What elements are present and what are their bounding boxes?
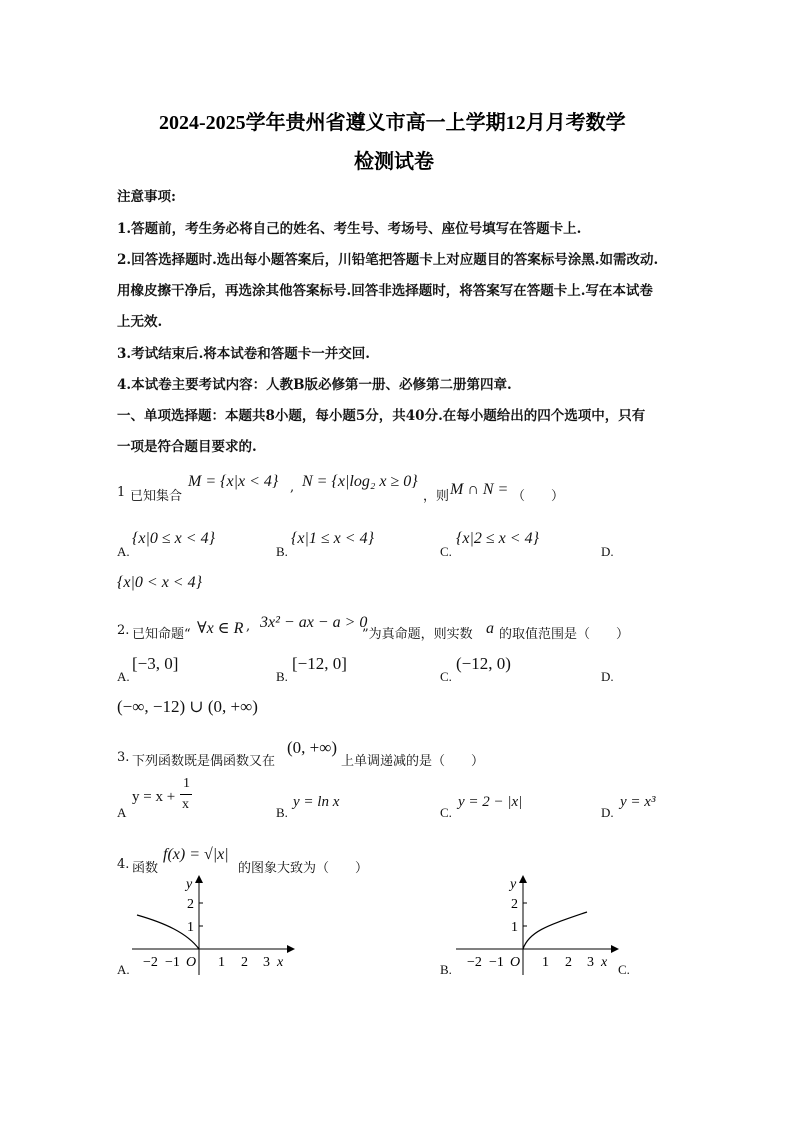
origin-label: O [186,955,197,970]
tick-1: 1 [218,955,225,970]
q1-number: 1 [117,485,126,500]
x-axis-label: x [601,955,608,970]
notice-item-4: 4.本试卷主要考试内容：人教B版必修第一册、必修第二册第四章. [117,377,512,393]
q1-option-b-math: {x|1 ≤ x < 4} [291,530,374,547]
y-axis-label: y [186,877,193,892]
x-axis-arrow [611,945,619,953]
title-line-1: 2024-2025学年贵州省遵义市高一上学期12月月考数学 [159,112,626,134]
q4-option-b-label: B. [440,962,452,977]
q3-option-b-math: y = ln x [293,794,340,810]
q1-stem: 已知集合 [130,489,183,504]
tick-neg1: −1 [489,955,504,970]
notice-heading: 注意事项: [117,189,176,205]
q2-option-a-math: [−3, 0] [132,654,179,673]
q2-option-d-label: D. [601,669,614,684]
q1-option-a-label: A. [117,544,130,559]
q1-option-a-math: {x|0 ≤ x < 4} [132,530,215,547]
q3-option-c-math: y = 2 − |x| [458,794,523,810]
q3-option-a-lhs: y = x + [132,789,176,805]
q1-option-c-label: C. [440,544,452,559]
q2-condition: ∀x ∈ R [197,620,244,637]
q3-stem: 下列函数既是偶函数又在 [132,754,276,769]
q4-function: f(x) = √|x| [163,846,229,863]
q2-stem-end: 的取值范围是（ ） [499,627,630,642]
tick-neg2: −2 [143,955,158,970]
q1-stem-then: ，则 [423,489,450,504]
curve [523,912,587,949]
q3-option-a-denominator: x [182,797,189,812]
q2-inequality: 3x² − ax − a > 0 [260,614,368,631]
q3-stem-end: 上单调递减的是（ ） [341,754,485,769]
q1-set-n: N = {x|log₂ x ≥ 0} [302,473,418,490]
y-axis-label: y [510,877,517,892]
q2-stem-mid: ”为真命题，则实数 [362,627,473,642]
q4-option-a-graph [125,875,295,975]
q3-option-c-label: C. [440,805,452,820]
y-axis-arrow [195,875,203,883]
title-line-2: 检测试卷 [354,151,434,173]
q3-option-d-math: y = x³ [620,794,656,810]
q4-stem-end: 的图象大致为（ ） [238,861,369,876]
q4-option-b-graph [449,875,619,975]
x-axis-label: x [277,955,284,970]
tick-3: 3 [263,955,270,970]
q2-option-b-label: B. [276,669,288,684]
notice-item-2-line-3: 上无效. [117,314,163,330]
q1-set-m: M = {x|x < 4} [188,473,279,490]
q3-option-d-label: D. [601,805,614,820]
q1-comma: , [290,480,295,495]
q2-option-c-math: (−12, 0) [456,654,511,673]
q1-option-c-math: {x|2 ≤ x < 4} [456,530,539,547]
tick-1: 1 [542,955,549,970]
q1-expression: M ∩ N = [450,481,509,498]
tick-2: 2 [241,955,248,970]
q2-option-c-label: C. [440,669,452,684]
q2-option-b-math: [−12, 0] [292,654,347,673]
q2-option-a-label: A. [117,669,130,684]
q3-option-a-fraction-bar [180,794,192,795]
tick-2: 2 [565,955,572,970]
notice-item-3: 3.考试结束后.将本试卷和答题卡一并交回. [117,346,370,362]
q2-variable: a [486,620,494,637]
tick-neg2: −2 [467,955,482,970]
q4-number: 4. [117,857,130,872]
y-axis-arrow [519,875,527,883]
tick-3: 3 [587,955,594,970]
origin-label: O [510,955,521,970]
y-tick-1: 1 [511,920,518,935]
q1-option-d-label: D. [601,544,614,559]
q4-option-a-label: A. [117,962,130,977]
q1-option-d-math: {x|0 < x < 4} [117,574,202,591]
notice-item-2-line-2: 用橡皮擦干净后，再选涂其他答案标号.回答非选择题时，将答案写在答题卡上.写在本试卷 [117,283,653,299]
q2-comma: , [246,619,251,634]
y-tick-2: 2 [187,897,194,912]
q3-option-b-label: B. [276,805,288,820]
q2-option-d-math: (−∞, −12) ∪ (0, +∞) [117,697,258,716]
x-axis-arrow [287,945,295,953]
q2-number: 2. [117,623,130,638]
notice-item-1: 1.答题前，考生务必将自己的姓名、考生号、考场号、座位号填写在答题卡上. [117,221,582,237]
q3-interval: (0, +∞) [287,738,338,757]
q3-number: 3. [117,750,130,765]
tick-neg1: −1 [165,955,180,970]
y-tick-2: 2 [511,897,518,912]
section-heading-line-2: 一项是符合题目要求的. [117,439,257,455]
q4-option-c-label: C. [618,962,630,977]
notice-item-2-line-1: 2.回答选择题时.选出每小题答案后，川铅笔把答题卡上对应题目的答案标号涂黑.如需改动. [117,252,659,268]
q1-option-b-label: B. [276,544,288,559]
q4-stem: 函数 [132,861,159,876]
q3-option-a-label: A [117,805,127,820]
section-heading-line-1: 一、单项选择题：本题共8小题，每小题5分，共40分.在每小题给出的四个选项中，只有 [117,408,646,424]
q1-answer-paren: （ ） [512,489,565,504]
q2-stem: 已知命题“ [132,627,191,642]
q3-option-a-numerator: 1 [183,776,190,791]
y-tick-1: 1 [187,920,194,935]
